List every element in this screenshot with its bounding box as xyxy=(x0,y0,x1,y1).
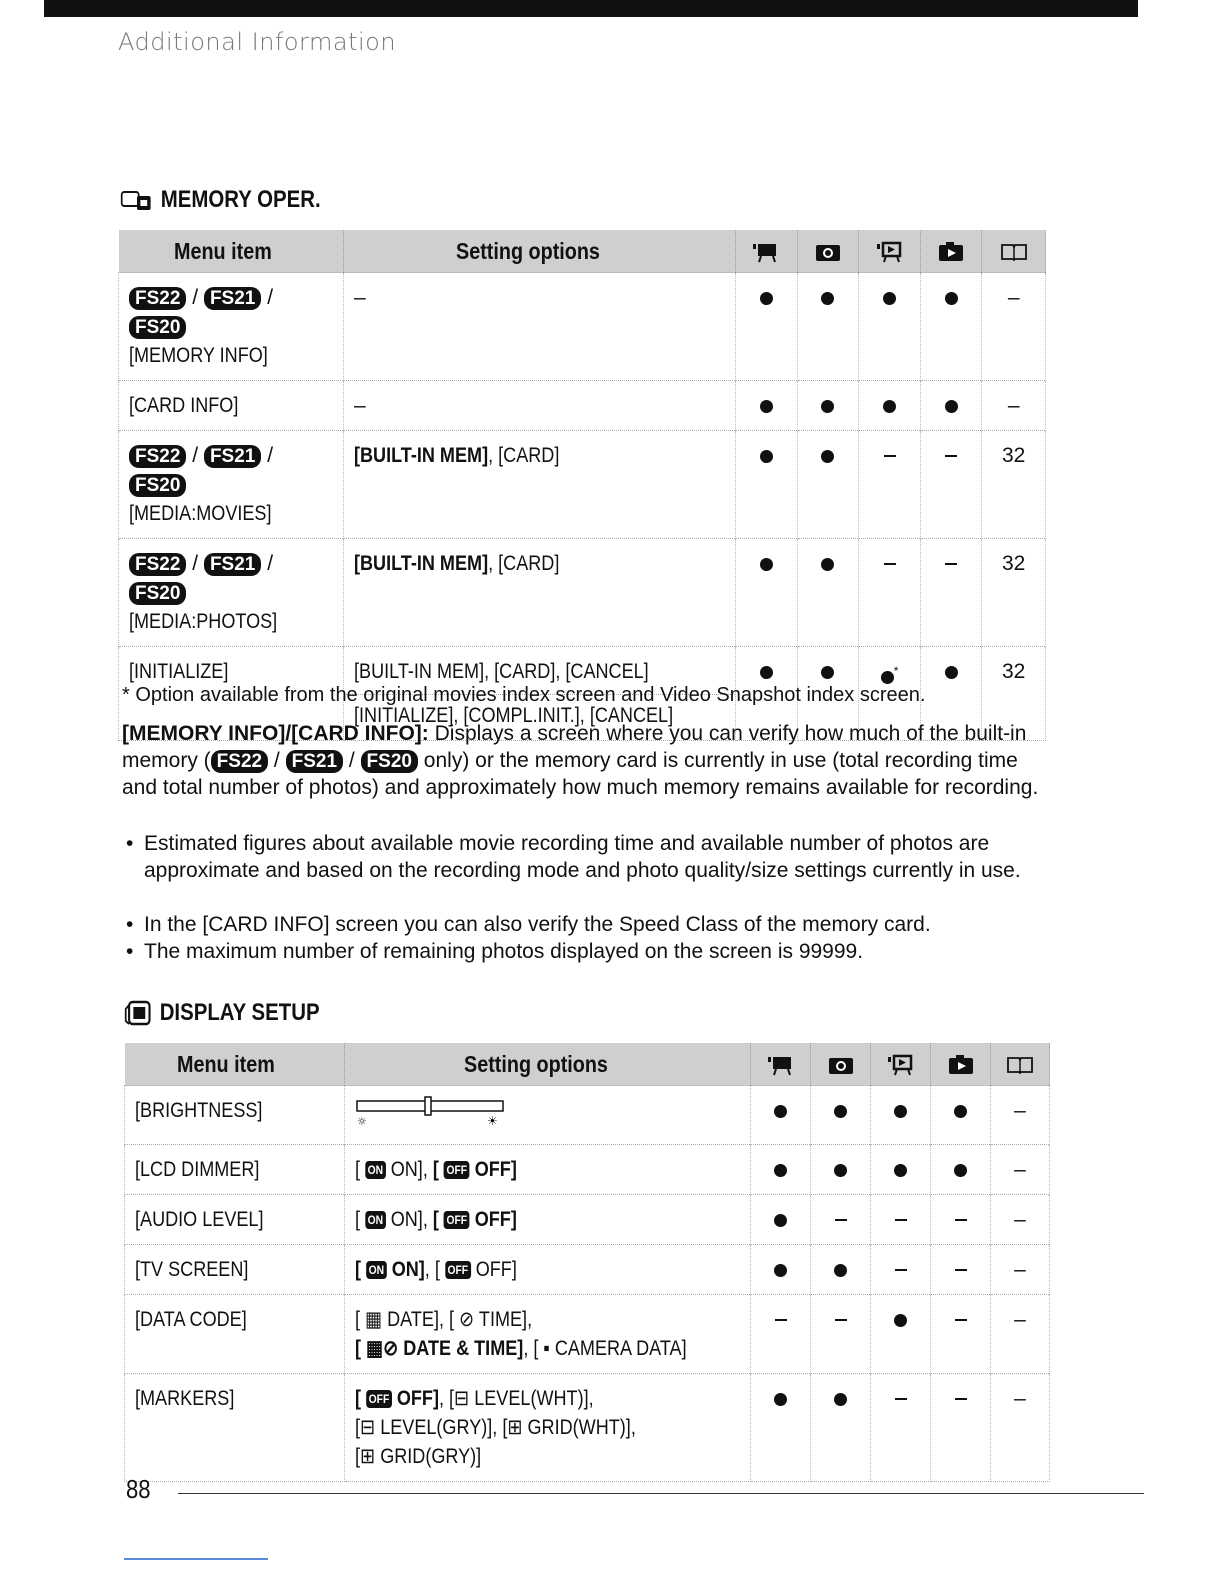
setting-text: – xyxy=(354,394,366,417)
available-dot xyxy=(821,292,834,305)
page-ref: – xyxy=(1007,286,1020,309)
menu-item-label: [INITIALIZE] xyxy=(129,660,229,683)
available-dot xyxy=(760,400,773,413)
memory-oper-label: MEMORY OPER. xyxy=(160,186,321,213)
setting-text: TIME], xyxy=(478,1308,532,1331)
table-row: [TV SCREEN] [ ON ON], [ OFF OFF] – xyxy=(125,1245,1050,1295)
unavailable-dash xyxy=(955,1398,967,1400)
menu-item-label: [MARKERS] xyxy=(135,1387,235,1410)
menu-item-label: [BRIGHTNESS] xyxy=(135,1099,263,1122)
off-badge-icon: OFF xyxy=(443,1211,469,1229)
unavailable-dash xyxy=(945,455,957,457)
available-dot xyxy=(760,558,773,571)
menu-item-label: [MEDIA:MOVIES] xyxy=(129,502,272,525)
model-badge: FS22 xyxy=(129,553,186,576)
model-badge: FS22 xyxy=(211,750,268,773)
page-ref: – xyxy=(1014,1158,1026,1181)
page-ref: 32 xyxy=(1002,552,1026,575)
photo-playback-icon xyxy=(946,1053,976,1077)
clock-icon: ⊘ xyxy=(458,1308,474,1331)
menu-item-label: [DATA CODE] xyxy=(135,1308,247,1331)
menu-item-label: [MEDIA:PHOTOS] xyxy=(129,610,278,633)
menu-item-label: [AUDIO LEVEL] xyxy=(135,1208,264,1231)
setting-default: [BUILT-IN MEM] xyxy=(354,444,489,467)
model-badge: FS22 xyxy=(129,287,186,310)
menu-item-label: [LCD DIMMER] xyxy=(135,1158,260,1181)
photo-mode-icon xyxy=(813,240,843,264)
svg-text:☀: ☀ xyxy=(486,1114,498,1126)
available-dot xyxy=(894,1164,907,1177)
display-setup-title xyxy=(124,999,320,1027)
available-dot xyxy=(945,400,958,413)
movie-playback-icon xyxy=(875,240,905,264)
unavailable-dash xyxy=(835,1319,847,1321)
setting-default: OFF] xyxy=(474,1158,517,1181)
setting-text: , [CARD] xyxy=(488,444,560,467)
page-ref: 32 xyxy=(1002,444,1026,467)
available-dot xyxy=(834,1105,847,1118)
book-icon xyxy=(1005,1053,1035,1077)
page-number: 88 xyxy=(126,1474,151,1504)
blue-divider xyxy=(124,1558,268,1560)
available-dot xyxy=(821,666,834,679)
photo-playback-icon xyxy=(936,240,966,264)
display-col-setting: Setting options xyxy=(463,1050,608,1077)
available-dot xyxy=(760,666,773,679)
available-dot xyxy=(774,1264,787,1277)
available-dot xyxy=(760,292,773,305)
table-row: [INITIALIZE] [BUILT-IN MEM], [CARD], [CANCEL] [INITIALIZE], [COMPL.INIT.], [CANCEL] * 32 xyxy=(119,647,1046,741)
setting-text: LEVEL(GRY)], xyxy=(379,1416,497,1439)
grid-white-icon: ⊞ xyxy=(506,1416,522,1439)
movie-mode-icon xyxy=(751,240,781,264)
table-row: [MARKERS] [ OFF OFF], [⊟ LEVEL(WHT)], [⊟ LEVEL(GRY)], [⊞ GRID(WHT)], [⊞ GRID(GRY)] – xyxy=(125,1374,1050,1482)
unavailable-dash xyxy=(895,1219,907,1221)
page-ref: – xyxy=(1014,1208,1026,1231)
table-row: [DATA CODE] [ ▦ DATE], [ ⊘ TIME], [ ▦⊘ DATE & TIME], [ ▪ CAMERA DATA] – xyxy=(125,1295,1050,1374)
menu-item-label: [CARD INFO] xyxy=(129,394,239,417)
memory-table-header xyxy=(119,230,1046,273)
model-badge: FS20 xyxy=(129,582,186,605)
model-badge: FS22 xyxy=(129,445,186,468)
table-row xyxy=(119,381,1046,431)
camera-data-icon: ▪ xyxy=(542,1337,550,1360)
level-white-icon: ⊟ xyxy=(453,1387,469,1410)
top-bar xyxy=(44,0,1138,17)
info-lead: [MEMORY INFO]/[CARD INFO]: xyxy=(122,722,429,745)
footer-divider xyxy=(178,1493,1144,1494)
table-row xyxy=(125,1086,1050,1145)
setting-default: DATE & TIME] xyxy=(402,1337,523,1360)
svg-text:☼: ☼ xyxy=(356,1115,367,1126)
unavailable-dash xyxy=(884,563,896,565)
setting-text: ON] xyxy=(390,1208,423,1231)
memory-col-setting: Setting options xyxy=(455,237,600,264)
page-ref: – xyxy=(1014,1258,1026,1281)
available-dot xyxy=(821,558,834,571)
model-badge: FS21 xyxy=(204,553,261,576)
setting-text: [INITIALIZE], [COMPL.INIT.], [CANCEL] xyxy=(354,704,674,727)
setting-text: OFF] xyxy=(475,1258,517,1281)
available-dot xyxy=(834,1264,847,1277)
available-dot xyxy=(883,292,896,305)
book-icon xyxy=(999,240,1029,264)
page-ref: 32 xyxy=(1002,660,1026,683)
table-row: [LCD DIMMER] [ ON ON], [ OFF OFF] – xyxy=(125,1145,1050,1195)
unavailable-dash xyxy=(835,1219,847,1221)
grid-gray-icon: ⊞ xyxy=(359,1445,375,1468)
page-header: Additional Information xyxy=(118,28,397,56)
page-ref: – xyxy=(1014,1308,1026,1331)
off-badge-icon: OFF xyxy=(444,1261,470,1279)
available-dot xyxy=(881,671,894,684)
date-time-icon: ▦⊘ xyxy=(365,1337,398,1360)
menu-item-label: [MEMORY INFO] xyxy=(129,344,268,367)
unavailable-dash xyxy=(955,1319,967,1321)
info-text: Displays a screen where you can verify how much of the built-in memory ( xyxy=(122,722,1027,772)
on-badge-icon: ON xyxy=(365,1161,386,1179)
available-dot xyxy=(883,400,896,413)
display-setup-icon xyxy=(124,999,153,1027)
level-gray-icon: ⊟ xyxy=(359,1416,375,1439)
list-item: • The maximum number of remaining photos displayed on the screen is 99999. xyxy=(122,938,1052,965)
available-dot xyxy=(774,1214,787,1227)
list-item: • Estimated figures about available movie recording time and available number of photos are approximate and based on the recording mode and photo quality/size settings currently in use. xyxy=(122,830,1052,884)
available-dot xyxy=(774,1105,787,1118)
available-dot xyxy=(834,1164,847,1177)
available-dot xyxy=(954,1105,967,1118)
available-dot xyxy=(821,400,834,413)
available-dot xyxy=(894,1105,907,1118)
model-badge: FS21 xyxy=(204,445,261,468)
setting-text: , [CARD] xyxy=(488,552,560,575)
unavailable-dash xyxy=(775,1319,787,1321)
on-badge-icon: ON xyxy=(366,1261,387,1279)
available-dot xyxy=(945,666,958,679)
off-badge-icon: OFF xyxy=(366,1390,392,1408)
table-row: FS22 / FS21 / FS20 [MEDIA:PHOTOS] [BUILT-IN MEM], [CARD] 32 xyxy=(119,539,1046,647)
model-badge: FS21 xyxy=(286,750,343,773)
setting-default: [BUILT-IN MEM] xyxy=(354,552,489,575)
available-dot xyxy=(774,1164,787,1177)
movie-mode-icon xyxy=(766,1053,796,1077)
unavailable-dash xyxy=(895,1398,907,1400)
memory-oper-title xyxy=(120,186,321,214)
setting-text: – xyxy=(354,286,366,309)
page-ref: – xyxy=(1007,394,1020,417)
menu-item-label: [TV SCREEN] xyxy=(135,1258,249,1281)
display-table xyxy=(124,1043,1050,1482)
list-item: • In the [CARD INFO] screen you can also verify the Speed Class of the memory card. xyxy=(122,911,1052,938)
unavailable-dash xyxy=(945,563,957,565)
display-col-menu: Menu item xyxy=(177,1050,275,1077)
setting-text: DATE], xyxy=(386,1308,444,1331)
table-row: [AUDIO LEVEL] [ ON ON], [ OFF OFF] – xyxy=(125,1195,1050,1245)
photo-mode-icon xyxy=(826,1053,856,1077)
movie-playback-icon xyxy=(886,1053,916,1077)
memory-col-menu: Menu item xyxy=(173,237,272,264)
display-setup-label: DISPLAY SETUP xyxy=(159,999,320,1026)
setting-default: ON] xyxy=(391,1258,425,1281)
unavailable-dash xyxy=(895,1269,907,1271)
setting-default: OFF] xyxy=(396,1387,439,1410)
info-text: only) or the memory card is currently in use (total recording time and total number of photos) and approximately how much memory remains available for recording. xyxy=(122,749,1039,799)
display-table-header xyxy=(125,1043,1050,1086)
table-row: FS22 / FS21 / FS20 [MEMORY INFO] – – xyxy=(119,273,1046,381)
table-row: FS22 / FS21 / FS20 [MEDIA:MOVIES] [BUILT-IN MEM], [CARD] 32 xyxy=(119,431,1046,539)
available-dot xyxy=(821,450,834,463)
memory-table xyxy=(118,230,1046,741)
setting-text: [BUILT-IN MEM], [CARD], [CANCEL] xyxy=(354,660,649,683)
page-ref: – xyxy=(1014,1387,1026,1410)
calendar-icon: ▦ xyxy=(364,1308,382,1331)
setting-text: GRID(GRY)] xyxy=(379,1445,481,1468)
setting-text: LEVEL(WHT)], xyxy=(473,1387,594,1410)
unavailable-dash xyxy=(955,1269,967,1271)
unavailable-dash xyxy=(955,1219,967,1221)
model-badge: FS21 xyxy=(204,287,261,310)
setting-text: ON] xyxy=(390,1158,423,1181)
available-dot xyxy=(954,1164,967,1177)
footnote: * Option available from the original movies index screen and Video Snapshot index screen. xyxy=(122,684,926,706)
model-badge: FS20 xyxy=(129,316,186,339)
brightness-slider xyxy=(355,1096,505,1126)
available-dot xyxy=(894,1314,907,1327)
model-badge: FS20 xyxy=(129,474,186,497)
available-dot xyxy=(760,450,773,463)
setting-text: CAMERA DATA] xyxy=(554,1337,687,1360)
model-badge: FS20 xyxy=(361,750,418,773)
available-dot xyxy=(834,1393,847,1406)
unavailable-dash xyxy=(884,455,896,457)
off-badge-icon: OFF xyxy=(443,1161,469,1179)
setting-default: OFF] xyxy=(474,1208,517,1231)
info-paragraph: [MEMORY INFO]/[CARD INFO]: Displays a screen where you can verify how much of the built-in memory ( FS22 / FS21 / FS20 only) or the memory card is currently in use (total recording time and total number of photos) and approximately how much memory remains available for recording. xyxy=(122,722,1039,799)
on-badge-icon: ON xyxy=(365,1211,386,1229)
available-dot xyxy=(945,292,958,305)
available-dot xyxy=(774,1393,787,1406)
memory-oper-icon xyxy=(120,186,154,214)
page-ref: – xyxy=(1014,1099,1026,1122)
setting-text: GRID(WHT)], xyxy=(527,1416,636,1439)
